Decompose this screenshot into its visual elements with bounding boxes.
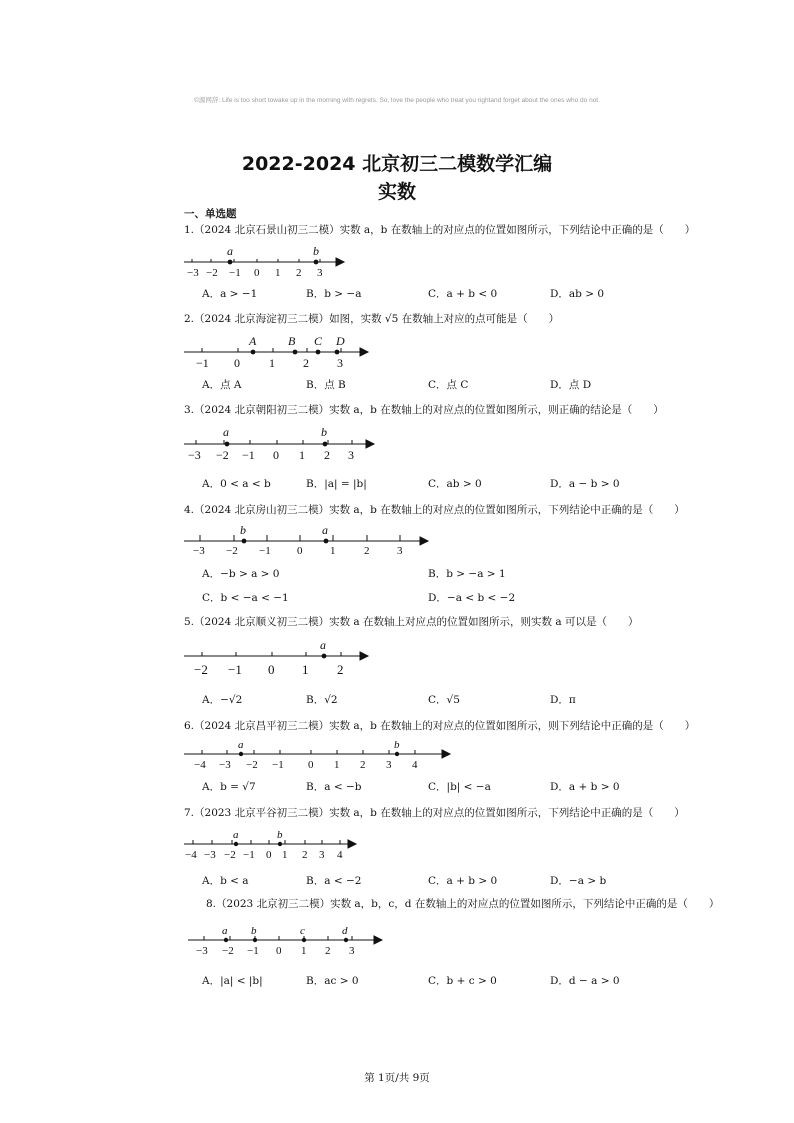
number-line-6: [184, 738, 454, 772]
svg-text:0: 0: [297, 545, 303, 557]
point-D: [335, 350, 340, 355]
svg-text:−1: −1: [196, 356, 209, 370]
label-c: c: [300, 925, 305, 937]
svg-text:−1: −1: [228, 662, 242, 677]
label-b: b: [251, 925, 257, 937]
svg-text:1: 1: [302, 662, 309, 677]
page-footer: 第 1页/共 9页: [364, 1072, 430, 1084]
svg-text:2: 2: [296, 267, 302, 279]
svg-text:−1: −1: [229, 267, 241, 279]
option-2c[interactable]: C．点 C: [428, 379, 469, 391]
svg-text:0: 0: [268, 662, 275, 677]
number-line-7: [184, 826, 364, 862]
option-3a[interactable]: A．0 < a < b: [202, 478, 271, 490]
svg-text:0: 0: [254, 267, 260, 279]
option-7c[interactable]: C．a + b > 0: [428, 875, 498, 887]
svg-text:−3: −3: [196, 945, 208, 957]
option-8a[interactable]: A．|a| < |b|: [202, 975, 263, 987]
question-2-stem: 2.（2024 北京海淀初三二模）如图，实数 √5 在数轴上对应的点可能是（ ）: [184, 313, 560, 325]
svg-text:−4: −4: [185, 849, 197, 861]
option-6a[interactable]: A．b = √7: [202, 781, 256, 793]
option-6b[interactable]: B．a < −b: [306, 781, 362, 793]
point-b: [314, 260, 319, 265]
document-subtitle: 实数: [377, 181, 416, 203]
point-a: [239, 752, 243, 756]
svg-text:−2: −2: [246, 759, 258, 771]
svg-text:1: 1: [299, 448, 305, 462]
document-title: 2022-2024 北京初三二模数学汇编: [241, 153, 553, 175]
option-5d[interactable]: D．π: [550, 694, 576, 706]
label-a: a: [233, 829, 239, 841]
svg-text:2: 2: [360, 759, 366, 771]
svg-text:0: 0: [266, 849, 272, 861]
number-line-8: [184, 922, 384, 958]
number-line-1: [184, 240, 354, 278]
option-1c[interactable]: C．a + b < 0: [428, 288, 498, 300]
option-8d[interactable]: D．d − a > 0: [550, 975, 620, 987]
option-6d[interactable]: D．a + b > 0: [550, 781, 620, 793]
option-1d[interactable]: D．ab > 0: [550, 288, 605, 300]
svg-text:1: 1: [269, 356, 275, 370]
question-5-stem: 5.（2024 北京顺义初三二模）实数 a 在数轴上对应点的位置如图所示，则实数 a 可以是（ ）: [184, 616, 639, 628]
option-5a[interactable]: A．−√2: [202, 694, 243, 706]
point-a: [234, 842, 238, 846]
option-3d[interactable]: D．a − b > 0: [550, 478, 620, 490]
point-b: [323, 442, 328, 447]
svg-text:−1: −1: [247, 945, 259, 957]
label-a: a: [322, 523, 328, 537]
svg-text:3: 3: [348, 448, 354, 462]
svg-text:−3: −3: [204, 849, 216, 861]
point-c: [302, 938, 306, 942]
svg-text:0: 0: [234, 356, 240, 370]
svg-text:2: 2: [325, 945, 331, 957]
label-a: a: [223, 425, 229, 439]
label-b: b: [321, 425, 327, 439]
option-7d[interactable]: D．−a > b: [550, 875, 607, 887]
label-a: a: [320, 638, 326, 652]
label-D: D: [336, 334, 345, 348]
point-a: [224, 938, 228, 942]
svg-text:1: 1: [282, 849, 288, 861]
label-C: C: [314, 334, 323, 348]
option-5c[interactable]: C．√5: [428, 694, 460, 706]
svg-text:2: 2: [364, 545, 370, 557]
svg-text:0: 0: [308, 759, 314, 771]
label-d: d: [342, 925, 348, 937]
option-6c[interactable]: C．|b| < −a: [428, 781, 491, 793]
label-b: b: [313, 244, 319, 258]
svg-text:3: 3: [319, 849, 325, 861]
option-2d[interactable]: D．点 D: [550, 379, 592, 391]
svg-text:−1: −1: [243, 849, 255, 861]
svg-text:2: 2: [302, 849, 308, 861]
option-5b[interactable]: B．√2: [306, 694, 338, 706]
svg-text:−1: −1: [242, 448, 255, 462]
option-4a[interactable]: A．−b > a > 0: [202, 568, 280, 580]
svg-text:1: 1: [334, 759, 340, 771]
point-d: [344, 938, 348, 942]
svg-text:−3: −3: [219, 759, 231, 771]
number-line-2: [184, 330, 374, 370]
svg-text:2: 2: [324, 448, 330, 462]
point-A: [251, 350, 256, 355]
option-4b[interactable]: B．b > −a > 1: [428, 568, 506, 580]
svg-text:3: 3: [397, 545, 403, 557]
svg-text:−2: −2: [216, 448, 229, 462]
question-3-stem: 3.（2024 北京朝阳初三二模）实数 a，b 在数轴上的对应点的位置如图所示，则正确的结论是（ ）: [184, 404, 664, 416]
watermark: ©源网辞: Life is too short towake up in the morning with regrets. So, love the people who treat you rightand forget about the ones who do not.: [194, 97, 600, 104]
svg-text:−2: −2: [224, 849, 236, 861]
point-a: [225, 442, 230, 447]
svg-text:−2: −2: [194, 662, 208, 677]
option-7b[interactable]: B．a < −2: [306, 875, 362, 887]
point-a: [228, 260, 233, 265]
option-1a[interactable]: A．a > −1: [202, 288, 258, 300]
section-heading: 一、单选题: [184, 208, 237, 220]
point-b: [242, 539, 247, 544]
number-line-4: [184, 522, 429, 558]
point-a: [322, 654, 327, 659]
svg-text:3: 3: [317, 267, 323, 279]
svg-text:−2: −2: [222, 945, 234, 957]
label-b: b: [394, 739, 400, 751]
label-B: B: [288, 334, 296, 348]
svg-text:4: 4: [337, 849, 343, 861]
option-4d[interactable]: D．−a < b < −2: [428, 592, 516, 604]
svg-text:−3: −3: [187, 267, 199, 279]
point-a: [324, 539, 329, 544]
point-B: [293, 350, 298, 355]
svg-text:4: 4: [412, 759, 418, 771]
option-2b[interactable]: B．点 B: [306, 379, 346, 391]
question-4-stem: 4.（2024 北京房山初三二模）实数 a，b 在数轴上的对应点的位置如图所示，下列结论中正确的是（ ）: [184, 504, 685, 516]
number-line-3: [184, 422, 379, 462]
point-b: [395, 752, 399, 756]
point-b: [253, 938, 257, 942]
svg-text:−2: −2: [226, 545, 238, 557]
point-b: [278, 842, 282, 846]
option-1b[interactable]: B．b > −a: [306, 288, 362, 300]
question-1-stem: 1.（2024 北京石景山初三二模）实数 a，b 在数轴上的对应点的位置如图所示，下列结论中正确的是（ ）: [184, 224, 696, 236]
label-a: a: [222, 925, 228, 937]
svg-text:−4: −4: [194, 759, 206, 771]
question-6-stem: 6.（2024 北京昌平初三二模）实数 a，b 在数轴上的对应点的位置如图所示，则下列结论中正确的是（ ）: [184, 720, 696, 732]
svg-text:−1: −1: [259, 545, 271, 557]
label-a: a: [227, 244, 233, 258]
svg-text:0: 0: [273, 448, 279, 462]
svg-text:0: 0: [276, 945, 282, 957]
svg-text:−3: −3: [193, 545, 205, 557]
question-7-stem: 7.（2023 北京平谷初三二模）实数 a，b 在数轴上的对应点的位置如图所示，下列结论中正确的是（ ）: [184, 807, 685, 819]
option-8b[interactable]: B．ac > 0: [306, 975, 359, 987]
point-C: [316, 350, 321, 355]
svg-text:−2: −2: [206, 267, 218, 279]
label-b: b: [277, 829, 283, 841]
svg-text:−1: −1: [272, 759, 284, 771]
svg-text:1: 1: [301, 945, 307, 957]
svg-text:2: 2: [337, 662, 344, 677]
label-A: A: [249, 334, 257, 348]
label-b: b: [240, 523, 246, 537]
svg-text:1: 1: [275, 267, 281, 279]
svg-text:3: 3: [386, 759, 392, 771]
option-3c[interactable]: C．ab > 0: [428, 478, 482, 490]
label-a: a: [238, 739, 244, 751]
option-2a[interactable]: A．点 A: [202, 379, 242, 391]
svg-text:2: 2: [303, 356, 309, 370]
svg-text:−3: −3: [188, 448, 201, 462]
svg-text:1: 1: [330, 545, 336, 557]
option-3b[interactable]: B．|a| = |b|: [306, 478, 367, 490]
svg-text:3: 3: [349, 945, 355, 957]
option-4c[interactable]: C．b < −a < −1: [202, 592, 289, 604]
svg-text:3: 3: [337, 356, 343, 370]
question-8-stem: 8.（2023 北京初三二模）实数 a，b，c，d 在数轴上的对应点的位置如图所示，下列结论中正确的是（ ）: [206, 898, 720, 910]
number-line-5: [184, 636, 374, 678]
option-8c[interactable]: C．b + c > 0: [428, 975, 497, 987]
option-7a[interactable]: A．b < a: [202, 875, 249, 887]
